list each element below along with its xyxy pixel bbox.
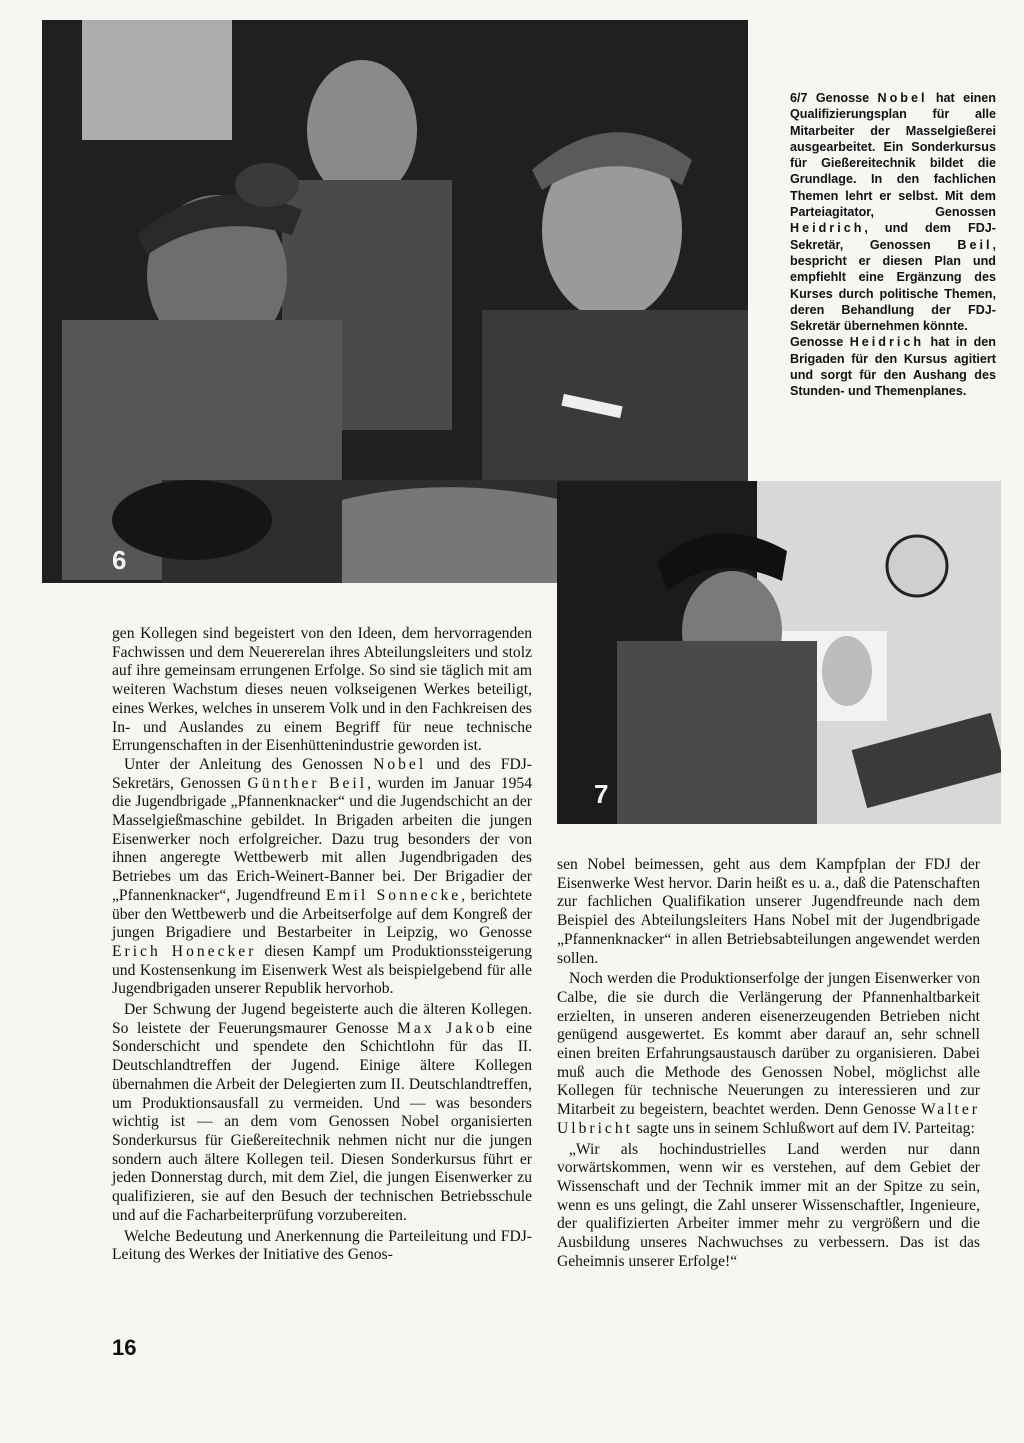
photo-7-number: 7 (594, 779, 609, 809)
col2-quote: „Wir als hochindustrielles Land werden nur dann vorwärtskommen, wenn wir es verstehen, auf dem Gebiet der Wissenschaft und der Technik immer mit an der Spitze zu sein, wenn es uns gelingt, die Zahl unserer Wissenschaftler, Ingenieure, der qualifizierten Arbeiter immer mehr zu vergrößern und die Ausbildung unseres Nachwuchses zu verbessern. Das ist das Geheimnis unserer Erfolge!“ (557, 1140, 980, 1270)
page-number: 16 (112, 1335, 137, 1360)
col1-paragraph-4: Welche Bedeutung und Anerkennung die Parteileitung und FDJ-Leitung des Werkes der Initiative des Genos- (112, 1227, 532, 1264)
photo-caption (790, 90, 996, 400)
caption-paragraph-2: Genosse Heidrich hat in den Brigaden für den Kursus agitiert und sorgt für den Aushang des Stunden- und Themenplanes. (790, 335, 996, 399)
caption-paragraph-1: 6/7 Genosse Nobel hat einen Qualifizierungsplan für alle Mitarbeiter der Masselgießerei ausgearbeitet. Ein Sonderkursus für Gießereitechnik bildet die Grundlage. In den fachlichen Themen lehrt er selbst. Mit dem Parteiagitator, Genossen Heidrich, und dem FDJ-Sekretär, Genossen Beil, bespricht er diesen Plan und empfiehlt eine Ergänzung des Kurses durch politische Themen, deren Behandlung der FDJ-Sekretär übernehmen könnte. (790, 91, 996, 334)
col1-paragraph-3: Der Schwung der Jugend begeisterte auch die älteren Kollegen. So leistete der Feuerungsmaurer Genosse Max Jakob eine Sonderschicht und spendete den Schichtlohn für das II. Deutschlandtreffen der Jugend. Einige ältere Kollegen übernahmen die Arbeit der Delegierten zum II. Deutschlandtreffen, um Produktionsausfall zu vermeiden. Und — was besonders wichtig ist — an dem vom Genossen Nobel organisierten Sonderkursus für Gießereitechnik nehmen nicht nur die jungen sondern auch ältere Kollegen teil. Diesen Sonderkursus führt er jeden Donnerstag durch, mit dem Ziel, die jungen Eisenwerker zu qualifizieren, sie auf den Besuch der technischen Betriebsschule und auf die Facharbeiterprüfung vorzubereiten. (112, 1001, 532, 1224)
col1-paragraph-1: gen Kollegen sind begeistert von den Ideen, dem hervorragenden Fachwissen und dem Neuererelan ihres Abteilungsleiters und stolz auf ihre gemeinsam errungenen Erfolge. So sind sie täglich mit am weiteren Wachstum dieses neuen volkseigenen Werkes beteiligt, eines Werkes, welches in unserem Volk und in den Fachkreisen des In- und Auslandes zu einem Begriff für neue technische Errungenschaften in der Eisenhüttenindustrie geworden ist. (112, 625, 532, 755)
photo-7-illustration (557, 481, 1001, 824)
col2-paragraph-1: sen Nobel beimessen, geht aus dem Kampfplan der FDJ der Eisenwerke West hervor. Darin heißt es u. a., daß die Patenschaften zur fachlichen Qualifikation unserer Jugendfreunde nach dem Beispiel des Abteilungsleiters Hans Nobel mit der Jugendbrigade „Pfannenknacker“ in allen Betriebsabteilungen angewendet werden sollen. (557, 856, 980, 967)
photo-7 (557, 481, 1001, 824)
article-column-left (112, 625, 532, 1265)
article-column-right (557, 856, 980, 1271)
photo-6-number: 6 (112, 545, 127, 575)
col2-paragraph-2: Noch werden die Produktionserfolge der jungen Eisenwerker von Calbe, die sie durch die Verlängerung der Pfannenhaltbarkeit erzielten, in unseren anderen eisenerzeugenden Betrieben nicht genügend ausgewertet. Es kommt aber darauf an, sehr schnell einen breiten Erfahrungsaustausch darüber zu organisieren. Dabei muß auch die Methode des Genossen Nobel, möglichst alle Kollegen für technische Neuerungen zu interessieren und zur Mitarbeit zu begeistern, beachtet werden. Denn Genosse Walter Ulbricht sagte uns in seinem Schlußwort auf dem IV. Parteitag: (557, 970, 980, 1137)
col1-paragraph-2: Unter der Anleitung des Genossen Nobel und des FDJ-Sekretärs, Genossen Günther Beil, wurden im Januar 1954 die Jugendbrigade „Pfannenknacker“ und die Jugendschicht an der Masselgießmaschine gebildet. In Brigaden arbeiten die jungen Eisenwerker noch erfolgreicher. Dazu trug besonders der von ihnen angeregte Wettbewerb mit allen Jugendbrigaden des Betriebes um das Erich-Weinert-Banner bei. Der Brigadier der „Pfannenknacker“, Jugendfreund Emil Sonnecke, berichtete über den Wettbewerb und die Arbeitserfolge auf dem Kongreß der jungen Brigadiere und Bestarbeiter in Leipzig, wo Genosse Erich Honecker diesen Kampf um Produktionssteigerung und Kostensenkung im Eisenwerk West als beispielgebend für alle Jugendbrigaden unserer Republik hervorhob. (112, 755, 533, 998)
